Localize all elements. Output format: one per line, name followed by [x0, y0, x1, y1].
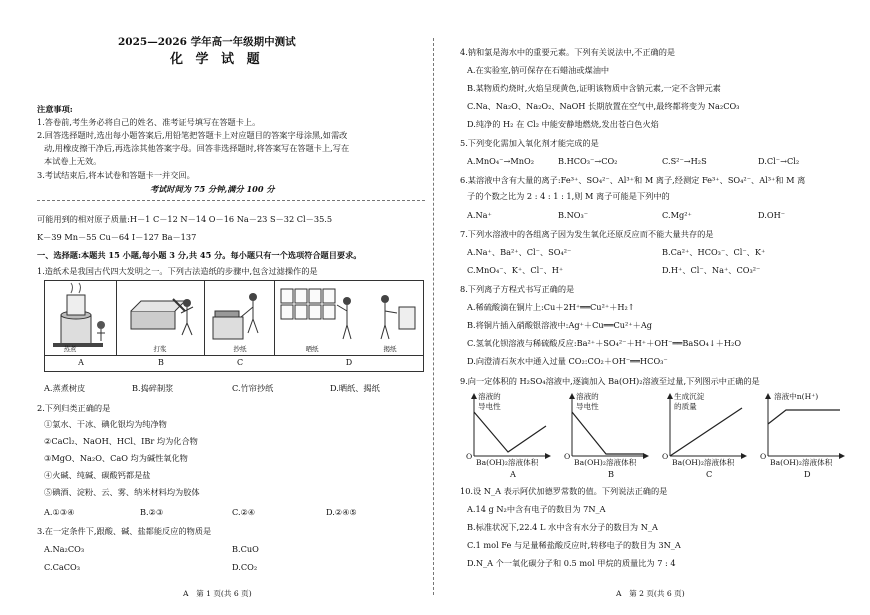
caption-c: C — [236, 358, 244, 367]
panel-drying — [275, 281, 423, 355]
question-6-stem-cont: 子的个数之比为 2 : 4 : 1 : 1,则 M 离子可能是下列中的 — [467, 191, 670, 201]
panel-dipping — [205, 281, 275, 355]
separator — [37, 200, 425, 201]
notice-line: 2.回答选择题时,选出每小题答案后,用铅笔把答题卡上对应题目的答案字母涂黑,如需改 — [37, 130, 348, 140]
question-4-stem: 4.钠和氯是海水中的重要元素。下列有关说法中,不正确的是 — [460, 47, 676, 57]
q10-option-b: B.标准状况下,22.4 L 水中含有水分子的数目为 N_A — [467, 522, 658, 532]
q8-option-b: B.将铜片插入硝酸银溶液中:Ag⁺＋Cu══Cu²⁺＋Ag — [467, 320, 652, 330]
question-2-stem: 2.下列归类正确的是 — [37, 403, 111, 413]
notice-line: 3.考试结束后,将本试卷和答题卡一并交回。 — [37, 170, 195, 180]
graph-d-xlabel: Ba(OH)₂溶液体积 — [770, 458, 833, 467]
q10-option-a: A.14 g N₂中含有电子的数目为 7N_A — [467, 504, 606, 514]
page-footer: A 第 1 页(共 6 页) — [183, 589, 252, 598]
graph-b-origin: O — [564, 452, 571, 461]
q5-option-b: B.HCO₃⁻→CO₂ — [558, 156, 618, 166]
graph-c-xlabel: Ba(OH)₂溶液体积 — [672, 458, 735, 467]
caption-d: D — [345, 358, 353, 367]
panel-label: 揭纸 — [383, 344, 397, 353]
q4-option-c: C.Na、Na₂O、Na₂O₂、NaOH 长期放置在空气中,最终都将变为 Na₂CO₃ — [467, 101, 740, 111]
q2-item: ①氯水、干冰、碘化银均为纯净物 — [44, 419, 167, 429]
graph-b-caption: B — [608, 469, 615, 479]
q8-option-d: D.向澄清石灰水中通入过量 CO₂:CO₂＋OH⁻══HCO₃⁻ — [467, 356, 668, 366]
graph-a-caption: A — [510, 469, 516, 479]
q3-option-d: D.CO₂ — [232, 562, 258, 572]
graph-d-caption: D — [804, 469, 811, 479]
graph-b-ylabel: 溶液的 — [576, 392, 599, 401]
graph-b-ylabel: 导电性 — [576, 402, 599, 411]
q7-option-b: B.Ca²⁺、HCO₃⁻、Cl⁻、K⁺ — [662, 247, 766, 257]
notice-line: 动,用橡皮擦干净后,再选涂其他答案字母。回答非选择题时,将答案写在答题卡上,写在 — [44, 143, 350, 153]
graph-d-origin: O — [760, 452, 767, 461]
q10-option-c: C.1 mol Fe 与足量稀盐酸反应时,转移电子的数目为 3N_A — [467, 540, 681, 550]
graph-c-origin: O — [662, 452, 669, 461]
graph-c-ylabel: 的质量 — [674, 402, 697, 411]
q8-option-c: C.氢氧化钡溶液与稀硫酸反应:Ba²⁺＋SO₄²⁻＋H⁺＋OH⁻══BaSO₄↓＋H₂O — [467, 338, 742, 348]
q5-option-c: C.S²⁻→H₂S — [662, 156, 707, 166]
graph-a-origin: O — [466, 452, 473, 461]
panel-label: 打浆 — [153, 344, 167, 353]
question-5-stem: 5.下列变化需加入氧化剂才能完成的是 — [460, 138, 599, 148]
q5-option-d: D.Cl⁻→Cl₂ — [758, 156, 800, 166]
panel-steaming — [45, 281, 117, 355]
q6-option-c: C.Mg²⁺ — [662, 210, 692, 220]
q2-option-c: C.②④ — [232, 507, 256, 517]
caption-bar — [45, 355, 423, 372]
q2-item: ③MgO、Na₂O、CaO 均为碱性氧化物 — [44, 453, 188, 463]
q2-item: ⑤碘酒、淀粉、云、雾、纳米材料均为胶体 — [44, 487, 200, 497]
question-8-stem: 8.下列离子方程式书写正确的是 — [460, 284, 575, 294]
q6-option-d: D.OH⁻ — [758, 210, 786, 220]
graph-c-ylabel: 生成沉淀 — [674, 392, 705, 401]
q3-option-b: B.CuO — [232, 544, 259, 554]
q10-option-d: D.N_A 个一氧化碳分子和 0.5 mol 甲烷的质量比为 7 : 4 — [467, 558, 676, 568]
q2-option-b: B.②③ — [140, 507, 164, 517]
q1-option-b: B.捣碎制浆 — [132, 383, 174, 393]
notice-line: 1.答卷前,考生务必将自己的姓名、准考证号填写在答题卡上。 — [37, 117, 261, 127]
q7-option-d: D.H⁺、Cl⁻、Na⁺、CO₃²⁻ — [662, 265, 761, 275]
panel-beating — [117, 281, 205, 355]
section-heading: 一、选择题:本题共 15 小题,每小题 3 分,共 45 分。每小题只有一个选项符合题目要求。 — [37, 250, 362, 260]
q5-option-a: A.MnO₄⁻→MnO₂ — [467, 156, 534, 166]
graph-a-ylabel: 溶液的 — [478, 392, 501, 401]
question-9-stem: 9.向一定体积的 H₂SO₄溶液中,逐滴加入 Ba(OH)₂溶液至过量,下列图示中正确的是 — [460, 376, 760, 386]
atomic-mass-line: K－39 Mn－55 Cu－64 I－127 Ba－137 — [37, 232, 197, 242]
notice-line: 本试卷上无效。 — [44, 156, 102, 166]
papermaking-illustration — [44, 280, 424, 372]
graph-b-xlabel: Ba(OH)₂溶液体积 — [574, 458, 637, 467]
q2-item: ②CaCl₂、NaOH、HCl、IBr 均为化合物 — [44, 436, 198, 446]
question-7-stem: 7.下列水溶液中的各组离子因为发生氧化还原反应而不能大量共存的是 — [460, 229, 714, 239]
q9-graphs — [466, 390, 866, 480]
q1-option-c: C.竹帘抄纸 — [232, 383, 274, 393]
panel-label: 抄纸 — [233, 344, 247, 353]
q4-option-a: A.在实验室,钠可保存在石蜡油或煤油中 — [467, 65, 610, 75]
q3-option-a: A.Na₂CO₃ — [44, 544, 85, 554]
atomic-mass-line: 可能用到的相对原子质量:H－1 C－12 N－14 O－16 Na－23 S－32 Cl－35.5 — [37, 214, 333, 224]
question-10-stem: 10.设 N_A 表示阿伏加德罗常数的值。下列说法正确的是 — [460, 486, 668, 496]
caption-b: B — [158, 358, 164, 367]
q4-option-b: B.某物质灼烧时,火焰呈现黄色,证明该物质中含钠元素,一定不含钾元素 — [467, 83, 721, 93]
q1-option-a: A.蒸煮树皮 — [44, 383, 86, 393]
q6-option-a: A.Na⁺ — [467, 210, 492, 220]
question-1-stem: 1.造纸术是我国古代四大发明之一。下列古法造纸的步骤中,包含过滤操作的是 — [37, 266, 318, 276]
q8-option-a: A.稀硫酸滴在铜片上:Cu＋2H⁺══Cu²⁺＋H₂↑ — [467, 302, 635, 312]
q4-option-d: D.纯净的 H₂ 在 Cl₂ 中能安静地燃烧,发出苍白色火焰 — [467, 119, 659, 129]
page-footer: A 第 2 页(共 6 页) — [616, 589, 685, 598]
q7-option-a: A.Na⁺、Ba²⁺、Cl⁻、SO₄²⁻ — [467, 247, 572, 257]
panel-label: 晒纸 — [305, 344, 319, 353]
question-6-stem: 6.某溶液中含有大量的离子:Fe³⁺、SO₄²⁻、Al³⁺和 M 离子,经测定 Fe³⁺、SO₄²⁻、Al³⁺和 M 离 — [460, 175, 806, 185]
caption-a: A — [78, 358, 84, 367]
exam-title: 2025—2026 学年高一年级期中测试 — [118, 36, 296, 48]
q3-option-c: C.CaCO₃ — [44, 562, 80, 572]
graph-d-ylabel: 溶液中n(H⁺) — [774, 392, 819, 401]
graph-d — [768, 394, 844, 456]
q2-option-a: A.①③④ — [44, 507, 75, 517]
q1-option-d: D.晒纸、揭纸 — [330, 383, 380, 393]
notice-heading: 注意事项: — [37, 104, 73, 114]
graph-a-xlabel: Ba(OH)₂溶液体积 — [476, 458, 539, 467]
graph-c-caption: C — [706, 469, 713, 479]
q6-option-b: B.NO₃⁻ — [558, 210, 589, 220]
right-page — [440, 0, 870, 615]
time-note: 考试时间为 75 分钟,满分 100 分 — [150, 184, 275, 194]
question-3-stem: 3.在一定条件下,跟酸、碱、盐都能反应的物质是 — [37, 526, 212, 536]
q2-item: ④火碱、纯碱、碳酸钙都是盐 — [44, 470, 151, 480]
left-page — [0, 0, 430, 615]
q7-option-c: C.MnO₄⁻、K⁺、Cl⁻、H⁺ — [467, 265, 564, 275]
q2-option-d: D.②④⑤ — [326, 507, 357, 517]
graph-a-ylabel: 导电性 — [478, 402, 501, 411]
subject-title: 化 学 试 题 — [170, 52, 264, 67]
panel-label: 蒸煮 — [63, 344, 77, 353]
page-divider — [433, 38, 434, 595]
